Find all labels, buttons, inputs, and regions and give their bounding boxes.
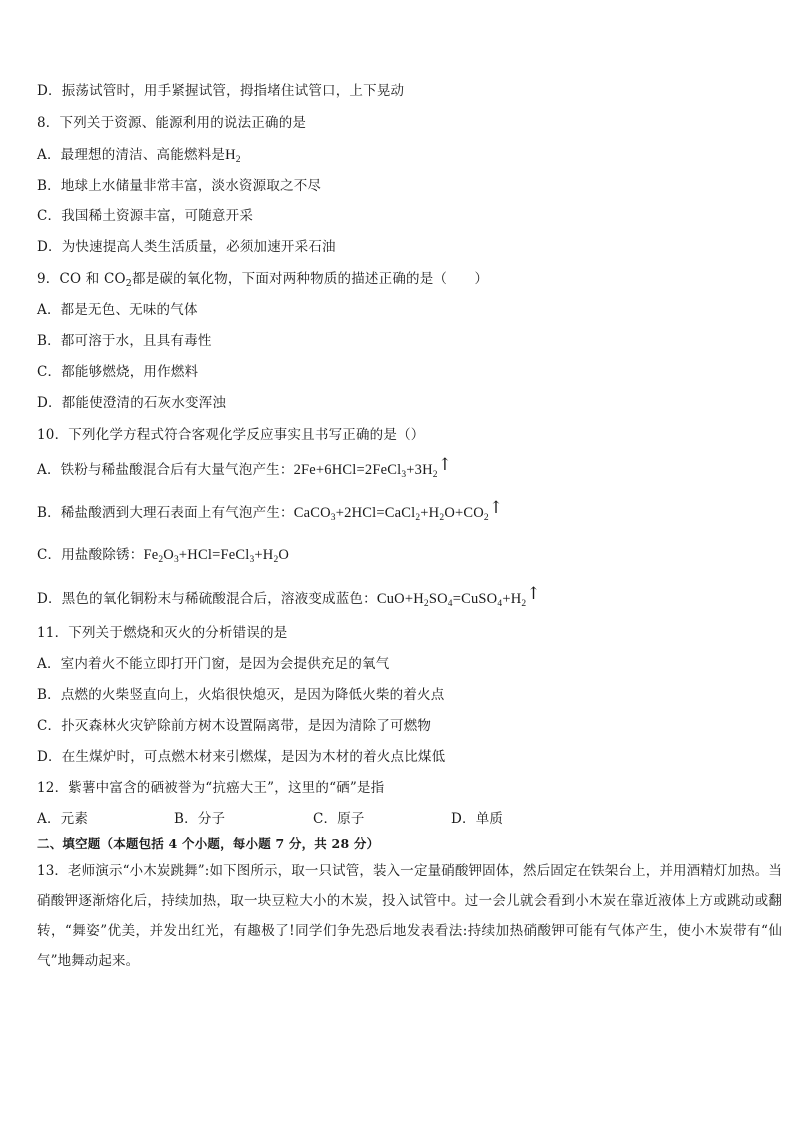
eq-part: 2Fe+6HCl=2FeCl	[293, 462, 402, 478]
q9-option-a: A．都是无色、无味的气体	[37, 302, 198, 318]
q9-stem-sub: 2	[125, 278, 133, 289]
q10-c-text: C．用盐酸除锈：	[37, 547, 144, 563]
q10-option-c	[37, 545, 289, 565]
eq-part: Fe	[143, 547, 159, 563]
section-title: 二、填空题（本题包括 4 个小题，每小题 7 分，共 28 分）	[37, 836, 380, 851]
q10-a-text: A．铁粉与稀盐酸混合后有大量气泡产生：	[37, 462, 294, 478]
q12-option-c: C．原子	[313, 811, 365, 827]
q11-option-c: C．扑灭森林火灾铲除前方树木设置隔离带，是因为清除了可燃物	[37, 718, 432, 734]
q13-paragraph: 13．老师演示“小木炭跳舞”:如下图所示，取一只试管，装入一定量硝酸钾固体，然后固定在铁架台上，并用酒精灯加热。当硝酸钾逐渐熔化后，持续加热，取一块豆粒大小的木炭，投入试管中。过一会儿就会看到小木炭在靠近液体上方或跳动或翻转，“舞姿”优美，并发出红光，有趣极了!同学们争先恐后地发表看法:持续加热硝酸钾可能有气体产生，使小木炭带有“仙气”地舞动起来。	[37, 863, 782, 969]
eq-sub: 2	[415, 513, 421, 523]
q9-stem-pre: 9．CO 和 CO	[37, 271, 126, 287]
q10-option-d	[37, 584, 541, 609]
q11-option-b: B．点燃的火柴竖直向上，火焰很快熄灭，是因为降低火柴的着火点	[37, 687, 445, 703]
q12-option-d: D．单质	[451, 811, 504, 827]
q10-stem: 10．下列化学方程式符合客观化学反应事实且书写正确的是（）	[37, 427, 425, 443]
eq-part: +3H	[406, 462, 433, 478]
q12-option-b: B．分子	[174, 811, 226, 827]
q11-option-a: A．室内着火不能立即打开门窗，是因为会提供充足的氧气	[37, 656, 390, 672]
eq-part: +H	[502, 591, 522, 607]
eq-part: SO	[428, 591, 448, 607]
gas-arrow-icon: ↑	[437, 455, 453, 475]
eq-sub: 3	[249, 555, 255, 565]
eq-sub: 2	[273, 555, 279, 565]
q10-option-b	[37, 498, 504, 523]
q12-option-a: A．元素	[37, 811, 89, 827]
q9-option-c: C．都能够燃烧，用作燃料	[37, 364, 199, 380]
q10-d-equation	[377, 591, 527, 607]
eq-part: +HCl=FeCl	[178, 547, 250, 563]
eq-sub: 2	[439, 513, 445, 523]
q8-option-c: C．我国稀土资源丰富，可随意开采	[37, 208, 254, 224]
q8-option-a	[37, 145, 241, 165]
eq-part: O+CO	[444, 505, 484, 521]
q8-option-d: D．为快速提高人类生活质量，必须加速开采石油	[37, 239, 336, 255]
q9-option-b: B．都可溶于水，且具有毒性	[37, 333, 212, 349]
q8-stem: 8．下列关于资源、能源利用的说法正确的是	[37, 115, 307, 131]
q7-option-d: D．振荡试管时，用手紧握试管，拇指堵住试管口，上下晃动	[37, 83, 405, 99]
eq-part: +H	[420, 505, 440, 521]
eq-part: =CuSO	[452, 591, 498, 607]
q9-option-d: D．都能使澄清的石灰水变浑浊	[37, 395, 227, 411]
q8-formula-sub: 2	[235, 155, 241, 165]
eq-part: +2HCl=CaCl	[335, 505, 416, 521]
eq-sub: 3	[401, 470, 407, 480]
q10-d-text: D．黑色的氧化铜粉末与稀硫酸混合后，溶液变成蓝色：	[37, 591, 377, 607]
q11-stem: 11．下列关于燃烧和灭火的分析错误的是	[37, 625, 288, 641]
q10-b-equation	[294, 505, 489, 521]
q9-stem-post: 都是碳的氧化物，下面对两种物质的描述正确的是（ ）	[132, 271, 489, 287]
gas-arrow-icon: ↑	[526, 584, 541, 604]
q12-stem: 12．紫薯中富含的硒被誉为“抗癌大王”，这里的“硒”是指	[37, 780, 385, 796]
eq-part: CuO+H	[376, 591, 424, 607]
q8-formula	[225, 147, 241, 163]
q10-a-equation	[294, 462, 438, 478]
eq-sub: 2	[432, 470, 438, 480]
eq-sub: 2	[158, 555, 164, 565]
q9-stem	[37, 269, 488, 289]
eq-part: CaCO	[293, 505, 331, 521]
eq-part: O	[163, 547, 174, 563]
q10-option-a	[37, 455, 453, 480]
eq-part: +H	[254, 547, 274, 563]
eq-sub: 2	[483, 513, 489, 523]
eq-sub: 2	[423, 599, 429, 609]
q8-option-b: B．地球上水储量非常丰富，淡水资源取之不尽	[37, 178, 322, 194]
q8-option-a-text: A．最理想的清洁、高能燃料是	[37, 147, 226, 163]
q11-option-d: D．在生煤炉时，可点燃木材来引燃煤，是因为木材的着火点比煤低	[37, 749, 446, 765]
eq-sub: 4	[447, 599, 453, 609]
eq-sub: 3	[173, 555, 179, 565]
q10-c-equation	[143, 547, 289, 563]
q8-formula-base: H	[225, 147, 236, 163]
eq-sub: 4	[497, 599, 503, 609]
eq-sub: 3	[330, 513, 336, 523]
gas-arrow-icon: ↑	[488, 498, 504, 518]
eq-sub: 2	[521, 599, 527, 609]
eq-part: O	[278, 547, 290, 563]
q10-b-text: B．稀盐酸洒到大理石表面上有气泡产生：	[37, 505, 294, 521]
